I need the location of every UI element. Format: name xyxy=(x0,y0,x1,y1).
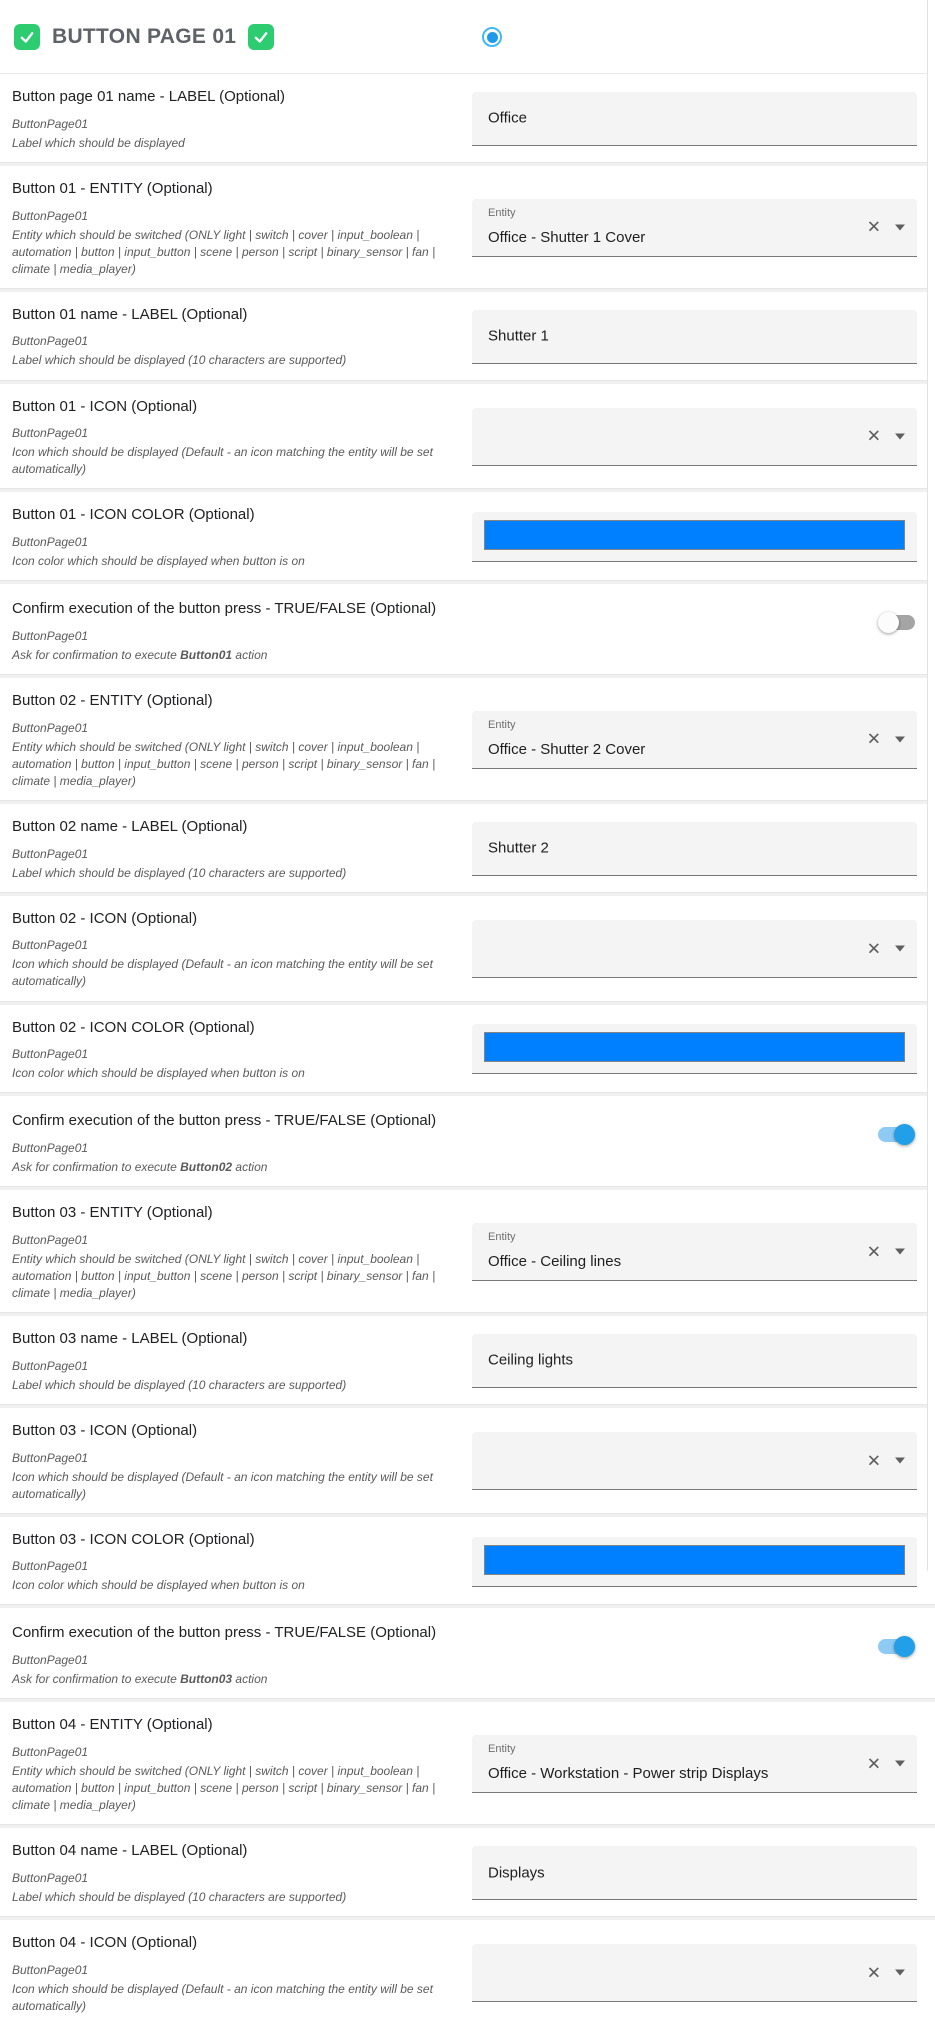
row-schema-name: ButtonPage01 xyxy=(12,1047,89,1062)
entity-combobox[interactable] xyxy=(472,1735,917,1793)
clear-icon[interactable]: ✕ xyxy=(866,1242,881,1262)
row-description: Icon color which should be displayed when button is on xyxy=(12,1578,305,1593)
row-control xyxy=(472,1328,917,1394)
row-description: Icon which should be displayed (Default - an icon matching the entity will be set automatically) xyxy=(12,445,433,477)
row-control xyxy=(472,1840,917,1906)
setting-row-8 xyxy=(0,804,935,892)
row-title: Button 02 - ICON (Optional) xyxy=(12,909,198,927)
row-description: Ask for confirmation to execute Button01 action xyxy=(12,647,268,662)
row-description: Label which should be displayed xyxy=(12,135,185,150)
row-description: Label which should be displayed (10 characters are supported) xyxy=(12,865,347,880)
field-floating-label: Entity xyxy=(488,1231,516,1244)
label-text-field[interactable] xyxy=(472,310,917,364)
confirm-toggle[interactable] xyxy=(878,1636,915,1657)
row-title: Button 03 - ICON (Optional) xyxy=(12,1421,198,1439)
field-trailing-icons xyxy=(867,940,905,957)
icon-combobox[interactable] xyxy=(472,920,917,978)
row-description: Icon color which should be displayed when button is on xyxy=(12,554,305,569)
field-value: Office - Shutter 2 Cover xyxy=(488,740,646,758)
row-info xyxy=(12,178,472,278)
row-description: Ask for confirmation to execute Button03 action xyxy=(12,1672,268,1687)
row-control xyxy=(472,1110,917,1176)
clear-icon[interactable]: ✕ xyxy=(866,217,881,237)
row-title: Button 03 name - LABEL (Optional) xyxy=(12,1330,248,1347)
label-text-field[interactable] xyxy=(472,92,917,146)
row-info xyxy=(12,504,472,570)
field-value: Shutter 2 xyxy=(488,839,549,857)
setting-row-1 xyxy=(0,74,935,162)
radio-dot xyxy=(487,32,498,43)
row-control xyxy=(472,1420,917,1503)
row-title: Button 04 - ENTITY (Optional) xyxy=(12,1716,213,1734)
row-info xyxy=(12,690,472,790)
color-swatch xyxy=(484,1032,905,1062)
confirm-toggle[interactable] xyxy=(878,612,915,633)
row-schema-name: ButtonPage01 xyxy=(12,1870,89,1885)
header xyxy=(0,0,935,74)
check-emoji-icon xyxy=(248,24,274,50)
row-description: Label which should be displayed (10 characters are supported) xyxy=(12,1889,347,1904)
row-schema-name: ButtonPage01 xyxy=(12,334,89,349)
row-control xyxy=(472,908,917,991)
field-trailing-icons xyxy=(867,1964,905,1981)
row-control xyxy=(472,1622,917,1688)
check-emoji-icon xyxy=(14,24,40,50)
row-description: Icon which should be displayed (Default - an icon matching the entity will be set automatically) xyxy=(12,957,433,989)
dropdown-caret-icon[interactable] xyxy=(895,224,905,230)
icon-combobox[interactable] xyxy=(472,1432,917,1490)
row-schema-name: ButtonPage01 xyxy=(12,1232,89,1247)
field-trailing-icons xyxy=(867,1243,905,1260)
row-info xyxy=(12,1529,472,1595)
clear-icon[interactable]: ✕ xyxy=(866,1754,881,1774)
color-field[interactable] xyxy=(472,1537,917,1587)
scrollbar-rail[interactable] xyxy=(927,0,935,1571)
row-schema-name: ButtonPage01 xyxy=(12,1653,89,1668)
row-schema-name: ButtonPage01 xyxy=(12,1450,89,1465)
row-description: Ask for confirmation to execute Button02 action xyxy=(12,1160,268,1175)
row-title: Confirm execution of the button press - TRUE/FALSE (Optional) xyxy=(12,600,437,618)
row-control xyxy=(472,504,917,570)
field-value: Ceiling lights xyxy=(488,1351,574,1369)
dropdown-caret-icon[interactable] xyxy=(895,1761,905,1767)
entity-combobox[interactable] xyxy=(472,711,917,769)
row-schema-name: ButtonPage01 xyxy=(12,426,89,441)
dropdown-caret-icon[interactable] xyxy=(895,736,905,742)
row-title: Button page 01 name - LABEL (Optional) xyxy=(12,88,285,105)
row-control xyxy=(472,598,917,664)
clear-icon[interactable]: ✕ xyxy=(866,1451,881,1471)
field-value: Office - Workstation - Power strip Displays xyxy=(488,1765,769,1783)
row-control xyxy=(472,1017,917,1083)
toggle-thumb xyxy=(894,1636,915,1657)
row-title: Button 02 name - LABEL (Optional) xyxy=(12,817,248,835)
settings-list xyxy=(0,74,935,2025)
setting-row-7 xyxy=(0,678,935,800)
row-info xyxy=(12,1110,472,1176)
row-description: Icon which should be displayed (Default - an icon matching the entity will be set automatically) xyxy=(12,1469,433,1501)
clear-icon[interactable]: ✕ xyxy=(866,1963,881,1983)
row-title: Button 02 - ENTITY (Optional) xyxy=(12,691,213,709)
row-info xyxy=(12,1017,472,1083)
row-description: Icon which should be displayed (Default - an icon matching the entity will be set automatically) xyxy=(12,1981,433,2013)
row-title: Button 01 name - LABEL (Optional) xyxy=(12,305,248,323)
row-description: Entity which should be switched (ONLY light | switch | cover | input_boolean | automation | button | input_button | scene | person | script | binary_sensor | fan | climate | media_player) xyxy=(12,1251,436,1300)
clear-icon[interactable]: ✕ xyxy=(866,729,881,749)
row-title: Button 03 - ICON COLOR (Optional) xyxy=(12,1530,255,1548)
icon-combobox[interactable] xyxy=(472,408,917,466)
color-field[interactable] xyxy=(472,1024,917,1074)
row-info xyxy=(12,86,472,152)
field-trailing-icons xyxy=(867,1755,905,1772)
setting-row-12 xyxy=(0,1190,935,1312)
row-control xyxy=(472,304,917,370)
color-swatch xyxy=(484,1545,905,1575)
row-description: Label which should be displayed (10 characters are supported) xyxy=(12,353,347,368)
row-title: Confirm execution of the button press - TRUE/FALSE (Optional) xyxy=(12,1624,437,1642)
label-text-field[interactable] xyxy=(472,822,917,876)
row-title: Button 01 - ICON COLOR (Optional) xyxy=(12,506,255,524)
setting-row-16 xyxy=(0,1608,935,1698)
row-control xyxy=(472,690,917,790)
row-title: Button 02 - ICON COLOR (Optional) xyxy=(12,1018,255,1036)
row-schema-name: ButtonPage01 xyxy=(12,628,89,643)
icon-combobox[interactable] xyxy=(472,1944,917,2002)
row-description: Entity which should be switched (ONLY light | switch | cover | input_boolean | automation | button | input_button | scene | person | script | binary_sensor | fan | climate | media_player) xyxy=(12,739,436,788)
row-control xyxy=(472,396,917,479)
radio-button[interactable] xyxy=(482,27,502,47)
row-info xyxy=(12,1932,472,2015)
field-trailing-icons xyxy=(867,731,905,748)
dropdown-caret-icon[interactable] xyxy=(895,1970,905,1976)
setting-row-13 xyxy=(0,1316,935,1404)
field-trailing-icons xyxy=(867,1452,905,1469)
page-title: BUTTON PAGE 01 xyxy=(52,24,237,48)
row-description: Label which should be displayed (10 characters are supported) xyxy=(12,1377,347,1392)
dropdown-caret-icon[interactable] xyxy=(895,1249,905,1255)
field-floating-label: Entity xyxy=(488,1743,516,1756)
setting-row-17 xyxy=(0,1702,935,1824)
row-control xyxy=(472,1529,917,1595)
row-schema-name: ButtonPage01 xyxy=(12,535,89,550)
confirm-toggle[interactable] xyxy=(878,1124,915,1145)
row-schema-name: ButtonPage01 xyxy=(12,1141,89,1156)
setting-row-9 xyxy=(0,896,935,1001)
row-info xyxy=(12,1202,472,1302)
setting-row-2 xyxy=(0,166,935,288)
row-schema-name: ButtonPage01 xyxy=(12,1559,89,1574)
setting-row-6 xyxy=(0,584,935,674)
setting-row-4 xyxy=(0,384,935,489)
dropdown-caret-icon[interactable] xyxy=(895,946,905,952)
row-control xyxy=(472,1932,917,2015)
row-info xyxy=(12,396,472,479)
row-info xyxy=(12,816,472,882)
field-floating-label: Entity xyxy=(488,718,516,731)
setting-row-15 xyxy=(0,1517,935,1605)
field-value: Office xyxy=(488,109,527,127)
setting-row-5 xyxy=(0,492,935,580)
field-value: Shutter 1 xyxy=(488,327,549,345)
row-title: Button 03 - ENTITY (Optional) xyxy=(12,1204,213,1222)
row-info xyxy=(12,304,472,370)
row-schema-name: ButtonPage01 xyxy=(12,208,89,223)
clear-icon[interactable]: ✕ xyxy=(866,426,881,446)
row-control xyxy=(472,86,917,152)
row-info xyxy=(12,1714,472,1814)
label-text-field[interactable] xyxy=(472,1334,917,1388)
row-title: Button 04 name - LABEL (Optional) xyxy=(12,1842,248,1860)
row-info xyxy=(12,1328,472,1394)
entity-combobox[interactable] xyxy=(472,1223,917,1281)
row-description: Icon color which should be displayed when button is on xyxy=(12,1066,305,1081)
setting-row-18 xyxy=(0,1828,935,1916)
setting-row-14 xyxy=(0,1408,935,1513)
color-swatch xyxy=(484,520,905,550)
row-title: Button 01 - ENTITY (Optional) xyxy=(12,179,213,197)
row-schema-name: ButtonPage01 xyxy=(12,938,89,953)
field-value: Displays xyxy=(488,1864,545,1882)
toggle-thumb xyxy=(878,612,899,633)
row-info xyxy=(12,908,472,991)
row-info xyxy=(12,1622,472,1688)
row-description: Entity which should be switched (ONLY light | switch | cover | input_boolean | automation | button | input_button | scene | person | script | binary_sensor | fan | climate | media_player) xyxy=(12,1764,436,1813)
label-text-field[interactable] xyxy=(472,1846,917,1900)
toggle-thumb xyxy=(894,1124,915,1145)
field-value: Office - Shutter 1 Cover xyxy=(488,228,646,246)
setting-row-19 xyxy=(0,1920,935,2025)
setting-row-11 xyxy=(0,1096,935,1186)
dropdown-caret-icon[interactable] xyxy=(895,433,905,439)
row-control xyxy=(472,1714,917,1814)
field-floating-label: Entity xyxy=(488,206,516,219)
row-control xyxy=(472,816,917,882)
entity-combobox[interactable] xyxy=(472,199,917,257)
row-schema-name: ButtonPage01 xyxy=(12,1358,89,1373)
row-schema-name: ButtonPage01 xyxy=(12,720,89,735)
row-schema-name: ButtonPage01 xyxy=(12,846,89,861)
field-value: Office - Ceiling lines xyxy=(488,1253,622,1271)
row-info xyxy=(12,598,472,664)
field-trailing-icons xyxy=(867,219,905,236)
row-description: Entity which should be switched (ONLY light | switch | cover | input_boolean | automation | button | input_button | scene | person | script | binary_sensor | fan | climate | media_player) xyxy=(12,227,436,276)
row-control xyxy=(472,1202,917,1302)
row-schema-name: ButtonPage01 xyxy=(12,116,89,131)
clear-icon[interactable]: ✕ xyxy=(866,939,881,959)
row-title: Confirm execution of the button press - TRUE/FALSE (Optional) xyxy=(12,1112,437,1130)
field-trailing-icons xyxy=(867,428,905,445)
row-title: Button 01 - ICON (Optional) xyxy=(12,397,198,415)
dropdown-caret-icon[interactable] xyxy=(895,1458,905,1464)
setting-row-10 xyxy=(0,1005,935,1093)
setting-row-3 xyxy=(0,292,935,380)
row-schema-name: ButtonPage01 xyxy=(12,1962,89,1977)
row-control xyxy=(472,178,917,278)
row-info xyxy=(12,1420,472,1503)
row-info xyxy=(12,1840,472,1906)
color-field[interactable] xyxy=(472,512,917,562)
row-schema-name: ButtonPage01 xyxy=(12,1745,89,1760)
row-title: Button 04 - ICON (Optional) xyxy=(12,1933,198,1951)
